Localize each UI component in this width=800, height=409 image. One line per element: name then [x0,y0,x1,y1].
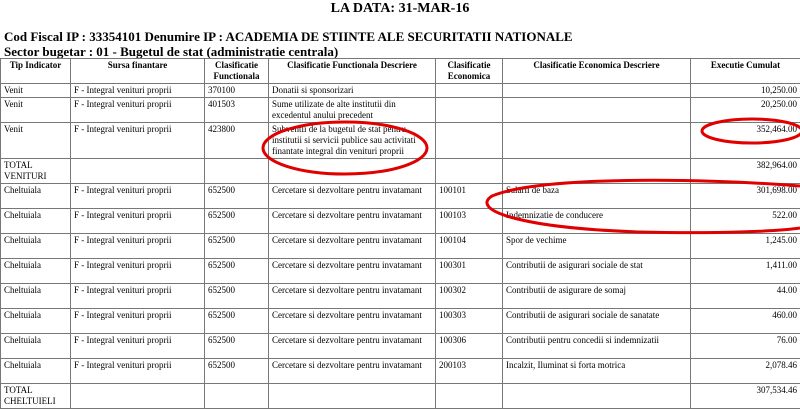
cell-clas-econ [436,123,503,159]
cell-clas-func [205,159,269,184]
cell-total-label: TOTAL CHELTUIELI [1,384,71,409]
cell-executie: 522.00 [691,209,800,234]
cell-clas-econ-desc [503,123,691,159]
cell-clas-econ-desc [503,159,691,184]
table-row [1,309,800,334]
cell-tip: Cheltuiala [1,359,71,384]
header-executie-cumulat: Executie Cumulat [691,59,800,84]
cell-clas-econ: 100104 [436,234,503,259]
cell-clas-econ-desc: Salarii de baza [503,184,691,209]
cell-executie: 460.00 [691,309,800,334]
cell-clas-func-desc [269,384,436,409]
cell-clas-func: 423800 [205,123,269,159]
cell-clas-func-desc: Cercetare si dezvoltare pentru invatamant [269,309,436,334]
cell-clas-econ [436,84,503,98]
cell-sursa: F - Integral venituri proprii [71,284,205,309]
cell-executie: 76.00 [691,334,800,359]
cell-clas-econ [436,384,503,409]
cell-clas-func-desc: Cercetare si dezvoltare pentru invatamant [269,234,436,259]
cell-clas-econ-desc [503,384,691,409]
cell-tip: Cheltuiala [1,309,71,334]
cell-clas-func-desc: Donatii si sponsorizari [269,84,436,98]
cell-clas-func-desc: Cercetare si dezvoltare pentru invatamant [269,209,436,234]
header-clasificatie-functionala-descriere: Clasificatie Functionala Descriere [269,59,436,84]
cell-sursa: F - Integral venituri proprii [71,209,205,234]
cell-tip: Cheltuiala [1,184,71,209]
cell-tip: Cheltuiala [1,334,71,359]
cell-clas-econ: 200103 [436,359,503,384]
cell-sursa: F - Integral venituri proprii [71,334,205,359]
cell-tip: Venit [1,123,71,159]
cell-clas-econ-desc: Indemnizatie de conducere [503,209,691,234]
cell-clas-func: 652500 [205,234,269,259]
cell-clas-func: 652500 [205,259,269,284]
cell-tip: Cheltuiala [1,209,71,234]
table-header-row [1,59,800,84]
cell-clas-econ-desc: Contributii de asigurari sociale de stat [503,259,691,284]
cell-executie: 2,078.46 [691,359,800,384]
cell-clas-func-desc: Cercetare si dezvoltare pentru invatamant [269,359,436,384]
cell-clas-econ-desc: Incalzit, Iluminat si forta motrica [503,359,691,384]
cell-clas-econ [436,159,503,184]
cell-total-label: TOTAL VENITURI [1,159,71,184]
table-row [1,259,800,284]
cell-clas-econ: 100303 [436,309,503,334]
cell-clas-econ: 100306 [436,334,503,359]
cell-clas-econ: 100103 [436,209,503,234]
cell-clas-econ-desc: Contributii de asigurare de somaj [503,284,691,309]
cell-clas-func-desc: Subventii de la bugetul de stat pentru institutii si servicii publice sau activitati finantate integral din venituri proprii [269,123,436,159]
cell-clas-func-desc: Cercetare si dezvoltare pentru invatamant [269,334,436,359]
cell-tip: Venit [1,98,71,123]
table-row [1,123,800,159]
cell-executie: 44.00 [691,284,800,309]
cell-executie: 10,250.00 [691,84,800,98]
cell-clas-func-desc: Cercetare si dezvoltare pentru invatamant [269,284,436,309]
cell-total-value: 307,534.46 [691,384,800,409]
cell-executie: 1,245.00 [691,234,800,259]
cell-total-value: 382,964.00 [691,159,800,184]
table-row [1,234,800,259]
cell-clas-econ: 100101 [436,184,503,209]
cell-sursa: F - Integral venituri proprii [71,259,205,284]
cell-executie: 301,698.00 [691,184,800,209]
institution-line: Cod Fiscal IP : 33354101 Denumire IP : ACADEMIA DE STIINTE ALE SECURITATII NATIONALE [4,29,573,45]
cell-executie: 20,250.00 [691,98,800,123]
table-row [1,359,800,384]
cell-clas-func-desc: Cercetare si dezvoltare pentru invatamant [269,259,436,284]
cell-clas-func-desc: Sume utilizate de alte institutii din excedentul anului precedent [269,98,436,123]
cell-clas-func: 652500 [205,184,269,209]
cell-sursa: F - Integral venituri proprii [71,123,205,159]
cell-sursa: F - Integral venituri proprii [71,234,205,259]
table-row [1,184,800,209]
cell-clas-econ: 100302 [436,284,503,309]
cell-clas-func: 401503 [205,98,269,123]
table-row [1,84,800,98]
header-sursa-finantare: Sursa finantare [71,59,205,84]
cell-executie: 1,411.00 [691,259,800,284]
header-tip-indicator: Tip Indicator [1,59,71,84]
cell-clas-func [205,384,269,409]
cell-clas-econ-desc [503,98,691,123]
cell-sursa [71,384,205,409]
cell-clas-func-desc [269,159,436,184]
header-clasificatie-functionala: Clasificatie Functionala [205,59,269,84]
cell-tip: Venit [1,84,71,98]
cell-tip: Cheltuiala [1,259,71,284]
cell-tip: Cheltuiala [1,284,71,309]
table-row [1,98,800,123]
cell-clas-func: 652500 [205,284,269,309]
cell-clas-econ [436,98,503,123]
cell-sursa [71,159,205,184]
cell-clas-func: 652500 [205,209,269,234]
cell-clas-econ: 100301 [436,259,503,284]
cell-sursa: F - Integral venituri proprii [71,98,205,123]
cell-clas-econ-desc [503,84,691,98]
header-clasificatie-economica: Clasificatie Economica [436,59,503,84]
table-row [1,284,800,309]
cell-sursa: F - Integral venituri proprii [71,359,205,384]
cell-sursa: F - Integral venituri proprii [71,309,205,334]
cell-clas-econ-desc: Contributii de asigurari sociale de sanatate [503,309,691,334]
header-clasificatie-economica-descriere: Clasificatie Economica Descriere [503,59,691,84]
cell-executie: 352,464.00 [691,123,800,159]
cell-clas-func: 652500 [205,359,269,384]
cell-tip: Cheltuiala [1,234,71,259]
budget-sector-line: Sector bugetar : 01 - Bugetul de stat (administratie centrala) [4,44,338,60]
cell-clas-func: 370100 [205,84,269,98]
cell-sursa: F - Integral venituri proprii [71,184,205,209]
cell-clas-func: 652500 [205,334,269,359]
cell-clas-econ-desc: Spor de vechime [503,234,691,259]
table-row [1,209,800,234]
total-cheltuieli-row [1,384,800,409]
execution-report-table [0,58,800,409]
report-date-title: LA DATA: 31-MAR-16 [0,1,800,17]
total-venituri-row [1,159,800,184]
cell-clas-econ-desc: Contributii pentru concedii si indemnizatii [503,334,691,359]
table-row [1,334,800,359]
cell-clas-func: 652500 [205,309,269,334]
cell-sursa: F - Integral venituri proprii [71,84,205,98]
cell-clas-func-desc: Cercetare si dezvoltare pentru invatamant [269,184,436,209]
